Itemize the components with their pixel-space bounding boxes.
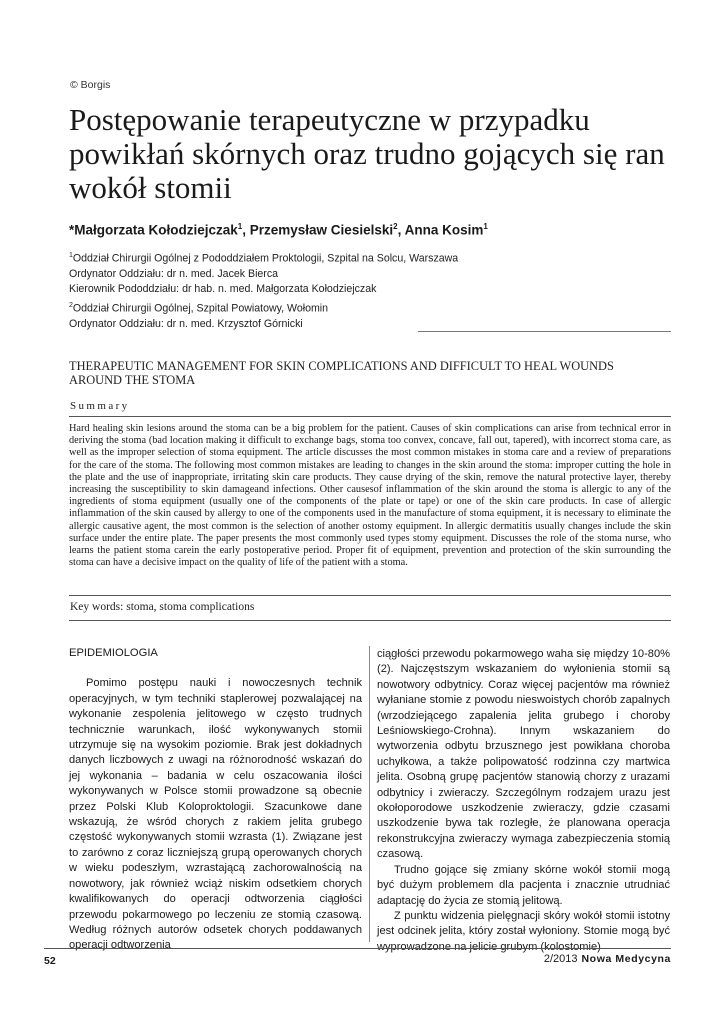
- journal-name: Nowa Medycyna: [581, 953, 671, 965]
- author-affiliation-mark: 1: [483, 222, 488, 231]
- article-title: Postępowanie terapeutyczne w przypadku powikłań skórnych oraz trudno gojących się ran wokół stomii: [69, 102, 665, 205]
- body-paragraph: ciągłości przewodu pokarmowego waha się między 10-80% (2). Najczęstszym wskazaniem do wyłonienia stomii są nowotwory odbytnicy. Coraz więcej pacjentów ma również wyłaniane stomie z powodu nieswoistych chorób zapalnych (wrzodziejącego zapalenia jelita grubego i choroby Leśniowskiego-Crohna). Innym wskazaniem do wytworzenia odbytu brzusznego jest powikłana choroba uchyłkowa, a także polipowatość rodzinna czy martwica jelita. Osobną grupę pacjentów stanowią chorzy z urazami odbytnicy i zwieraczy. Szczególnym rodzajem urazu jest okołoporodowe uszkodzenie zwieraczy, gdzie czasami uszkodzenie bywa tak rozległe, że planowana operacja rekonstrukcyjna zwieraczy wymaga zabezpieczenia stomią czasową.: [377, 648, 670, 861]
- body-paragraph: Z punktu widzenia pielęgnacji skóry wokół stomii istotny jest odcinek jelita, który został wyłoniony. Stomie mogą być wyprowadzone na jelicie grubym (kolostomie): [377, 909, 670, 953]
- body-paragraph: Pomimo postępu nauki i nowoczesnych technik operacyjnych, w tym techniki staplerowej pozwalającej na wykonanie zespolenia jelitowego w często trudnych technicznie warunkach, ilość wykonywanych stomii utrzymuje się na wysokim poziomie. Brak jest dokładnych danych liczbowych z uwagi na różnorodność wskazań do jej wykonania – badania w celu oszacowania ilości wykonywanych w Polsce stomii prowadzone są obecnie przez Polski Klub Koloproktologii. Szacunkowe dane wskazują, że wśród chorych z rakiem jelita grubego częstość wykonywanych stomii wzrasta (1). Związane jest to zarówno z coraz liczniejszą grupą operowanych chorych w wieku podeszłym, wzrastającą zachorowalnością na nowotwory, jak również wciąż niskim odsetkiem chorych kwalifikowanych do operacji odtworzenia ciągłości przewodu pokarmowego po leczeniu ze stomią czasową. Według różnych autorów odsetek chorych poddawanych operacji odtworzenia: [69, 677, 362, 952]
- summary-text: Hard healing skin lesions around the stoma can be a big problem for the patient. Causes of skin complications can arise from technical error in deriving the stoma (bad location making it difficult to exchange bags, stoma too convex, concave, fall out, tapered), with incorrect stoma care, as well as the improper selection of stoma equipment. The article discusses the most common mistakes in stoma care and a review of preparations for the care of the stoma. The following most common mistakes are leading to changes in the skin around the stoma: improper cutting the hole in the plate and the use of inappropriate, irritating skin care products. They cause drying of the skin, remove the natural protective layer, thereby increasing the susceptibility to skin damageand infections. Other causesof inflammation of the skin around the stoma is allergic to any of the ingredients of stoma equipment (usually one of the components of the plate or tape) or one of the skin care products. In case of allergic inflammation of the skin caused by allergy to one of the components used in the manufacture of stoma equipment, it is necessary to eliminate the allergic causative agent, the most common is the selection of another ostomy equipment. In allergic dermatitis usually changes include the skin surface under the entire plate. The paper presents the most commonly used types stomy equipment. Discusses the role of the stoma nurse, who learns the patient stoma carein the early postoperative period. Proper fit of equipment, prevention and protection of the skin surrounding the stoma can have a decisive impact on the quality of life of the patient with a stoma.: [69, 423, 671, 569]
- author-name: *Małgorzata Kołodziejczak: [69, 222, 238, 238]
- keywords-divider: [69, 620, 671, 621]
- section-heading: EPIDEMIOLOGIA: [69, 647, 158, 659]
- author-affiliation-mark: 1: [237, 222, 243, 231]
- affiliations: [69, 248, 458, 332]
- author-list: [69, 222, 488, 238]
- affiliation-text: Oddział Chirurgii Ogólnej, Szpital Powiatowy, Wołomin: [72, 302, 329, 315]
- affiliation-text: Kierownik Pododdziału: dr hab. n. med. Małgorzata Kołodziejczak: [69, 283, 377, 296]
- keywords: Key words: stoma, stoma complications: [70, 601, 255, 613]
- footer-divider: [44, 948, 671, 949]
- affiliation-line: [69, 282, 458, 297]
- affiliation-text: Ordynator Oddziału: dr n. med. Krzysztof Górnicki: [69, 317, 303, 330]
- author-separator: ,: [397, 222, 405, 238]
- affiliation-text: Ordynator Oddziału: dr n. med. Jacek Bierca: [69, 267, 279, 280]
- summary-divider-top: [69, 416, 671, 417]
- affiliation-line: [69, 248, 458, 267]
- affiliation-text: Oddział Chirurgii Ogólnej z Pododdziałem Proktologii, Szpital na Solcu, Warszawa: [72, 252, 459, 265]
- author-separator: ,: [242, 222, 250, 238]
- author-affiliation-mark: 2: [393, 222, 398, 231]
- author-name: Anna Kosim: [404, 222, 484, 238]
- body-column-right: [377, 647, 670, 955]
- footer-issue: [544, 953, 671, 965]
- affiliation-divider: [418, 331, 671, 332]
- affiliation-mark: 1: [69, 252, 73, 259]
- summary-divider-bottom: [69, 595, 671, 596]
- affiliation-line: [69, 317, 458, 332]
- copyright-notice: © Borgis: [70, 79, 111, 91]
- affiliation-line: [69, 267, 458, 282]
- body-paragraph: Trudno gojące się zmiany skórne wokół stomii mogą być dużym problemem dla pacjenta i znacznie utrudniać adaptację do życia ze stomią jelitową.: [377, 863, 670, 907]
- english-title: THERAPEUTIC MANAGEMENT FOR SKIN COMPLICATIONS AND DIFFICULT TO HEAL WOUNDS AROUND THE STOMA: [69, 359, 614, 387]
- column-divider: [369, 646, 370, 942]
- summary-heading: Summary: [70, 400, 130, 412]
- page-number: 52: [44, 955, 56, 967]
- affiliation-line: [69, 298, 458, 317]
- body-column-left: [69, 646, 362, 954]
- affiliation-mark: 2: [69, 301, 73, 309]
- author-name: Przemysław Ciesielski: [249, 222, 394, 238]
- issue-number: 2/2013: [543, 953, 578, 965]
